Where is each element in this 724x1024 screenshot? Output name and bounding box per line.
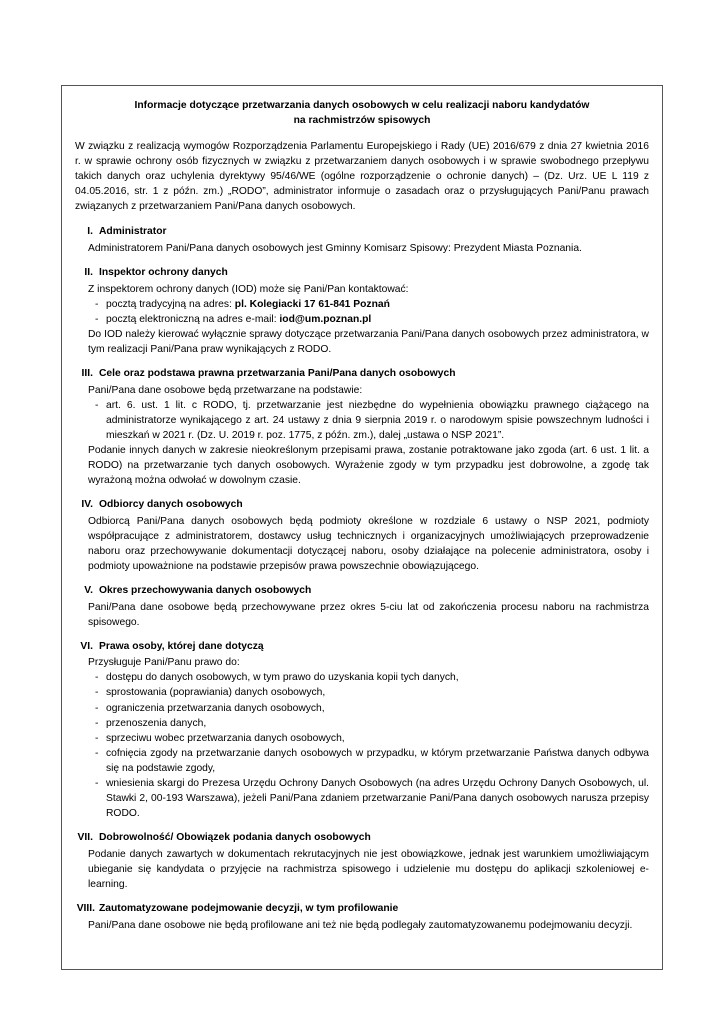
- section-number: I.: [87, 226, 93, 238]
- list-item: [95, 398, 649, 443]
- list-item-label: pocztą tradycyjną na adres:: [106, 298, 235, 310]
- list-item: [95, 701, 649, 716]
- section-title: Administrator: [99, 226, 167, 238]
- dash-bullet-icon: -: [95, 702, 99, 714]
- dash-bullet-icon: -: [95, 298, 99, 310]
- list-item-label: pocztą elektroniczną na adres e-mail:: [106, 313, 280, 325]
- dash-bullet-icon: -: [95, 747, 99, 759]
- section-number: VI.: [80, 640, 93, 652]
- section-number: IV.: [81, 499, 93, 511]
- dash-bullet-icon: -: [95, 313, 99, 325]
- contact-list: [95, 297, 649, 327]
- paragraph: Pani/Pana dane osobowe nie będą profilowane ani też nie będą podlegały zautomatyzowanemu podejmowaniu decyzji.: [88, 919, 633, 931]
- page-title: [93, 99, 631, 128]
- section-administrator: [75, 225, 649, 256]
- paragraph: Odbiorcą Pani/Pana danych osobowych będą podmioty określone w rozdziale 6 ustawy o NSP 2021, podmioty współpracujące z administratorem, dostawcy usług technicznych i organizacyjnych umożliwiających przeprowadzenie naboru oraz przechowywanie dokumentacji dotyczącej naboru, osoby działające na polecenie administratora, osoby i podmioty upoważnione na podstawie przepisów prawa powszechnie obowiązującego.: [88, 515, 649, 572]
- dash-bullet-icon: -: [95, 732, 99, 744]
- section-content: [88, 918, 649, 933]
- list-item-label: cofnięcia zgody na przetwarzanie danych osobowych w przypadku, w którym przetwarzanie Państwa danych odbywa się na podstawie zgody,: [106, 747, 649, 774]
- section-content: [88, 514, 649, 574]
- section-heading: [75, 902, 649, 917]
- list-item: [95, 716, 649, 731]
- list-item: [95, 776, 649, 821]
- section-title: Zautomatyzowane podejmowanie decyzji, w tym profilowanie: [99, 903, 399, 915]
- postal-address: pl. Kolegiacki 17 61-841 Poznań: [234, 298, 390, 310]
- list-item-label: ograniczenia przetwarzania danych osobowych,: [106, 702, 325, 714]
- section-title: Dobrowolność/ Obowiązek podania danych osobowych: [99, 832, 371, 844]
- section-heading: [75, 831, 649, 846]
- section-content: [88, 241, 649, 256]
- list-item: [95, 297, 649, 312]
- list-item-label: wniesienia skargi do Prezesa Urzędu Ochrony Danych Osobowych (na adres Urzędu Ochrony Danych Osobowych, ul. Stawki 2, 00-193 Warszawa), jeżeli Pani/Pana zdaniem przetwarzanie Pani/Pana danych osobowych narusza przepisy RODO.: [106, 778, 649, 820]
- paragraph: Podanie danych zawartych w dokumentach rekrutacyjnych nie jest obowiązkowe, jednak jest warunkiem umożliwiającym ubieganie się kandydata o przyjęcie na rachmistrza spisowego i udzielenie mu dostępu do aplikacji szkoleniowej e-learning.: [88, 848, 649, 890]
- document-page: [61, 85, 663, 970]
- paragraph: Z inspektorem ochrony danych (IOD) może się Pani/Pan kontaktować:: [88, 283, 409, 295]
- dash-bullet-icon: -: [95, 778, 99, 789]
- paragraph: Do IOD należy kierować wyłącznie sprawy dotyczące przetwarzania Pani/Pana danych osobowych przez administratora, w tym realizacji Pani/Pana praw wynikających z RODO.: [88, 328, 649, 355]
- section-heading: [75, 367, 649, 382]
- rights-list: [95, 670, 649, 821]
- dash-bullet-icon: -: [95, 399, 99, 411]
- list-item-label: przenoszenia danych,: [106, 717, 207, 729]
- paragraph: Pani/Pana dane osobowe będą przechowywane przez okres 5-ciu lat od zakończenia procesu naboru na rachmistrza spisowego.: [88, 601, 649, 628]
- section-title: Okres przechowywania danych osobowych: [99, 585, 312, 597]
- dash-bullet-icon: -: [95, 717, 99, 729]
- section-content: [88, 383, 649, 489]
- list-item: [95, 685, 649, 700]
- section-cele-i-podstawa-prawna: [75, 367, 649, 488]
- list-item-label: sprzeciwu wobec przetwarzania danych osobowych,: [106, 732, 345, 744]
- section-okres-przechowywania: [75, 584, 649, 630]
- list-item-label: dostępu do danych osobowych, w tym prawo do uzyskania kopii tych danych,: [106, 672, 459, 684]
- section-inspektor-ochrony-danych: [75, 266, 649, 357]
- section-number: VIII.: [76, 903, 95, 915]
- section-prawa-osoby: [75, 640, 649, 822]
- section-title: Prawa osoby, której dane dotyczą: [99, 640, 264, 652]
- section-content: [88, 847, 649, 892]
- paragraph: Podanie innych danych w zakresie nieokreślonym przepisami prawa, zostanie potraktowane jako zgoda (art. 6 ust. 1 lit. a RODO) na przetwarzanie tych danych osobowych. Wyrażenie zgody w tym przypadku jest dobrowolne, a zgodę tak wyrażoną można odwołać w dowolnym czasie.: [88, 444, 649, 487]
- section-number: V.: [84, 585, 93, 597]
- dash-bullet-icon: -: [95, 672, 99, 684]
- intro-paragraph: W związku z realizacją wymogów Rozporządzenia Parlamentu Europejskiego i Rady (UE) 2016/679 z dnia 27 kwietnia 2016 r. w sprawie ochrony osób fizycznych w związku z przetwarzaniem danych osobowych i w sprawie swobodnego przepływu takich danych oraz uchylenia dyrektywy 95/46/WE (ogólne rozporządzenie o ochronie danych) – (Dz. Urz. UE L 119 z 04.05.2016, str. 1 z późn. zm.) „RODO”, administrator informuje o zasadach oraz o przysługujących Pani/Panu prawach związanych z przetwarzaniem Pani/Pana danych osobowych.: [75, 141, 649, 213]
- section-number: II.: [84, 267, 93, 279]
- section-content: [88, 282, 649, 357]
- list-item: [95, 670, 649, 685]
- section-title: Inspektor ochrony danych: [99, 267, 228, 279]
- paragraph: Pani/Pana dane osobowe będą przetwarzane na podstawie:: [88, 384, 363, 396]
- section-odbiorcy-danych: [75, 498, 649, 574]
- list-item-label: sprostowania (poprawiania) danych osobowych,: [106, 687, 326, 699]
- dash-bullet-icon: -: [95, 687, 99, 699]
- section-heading: [75, 266, 649, 281]
- list-item: [95, 731, 649, 746]
- section-title: Cele oraz podstawa prawna przetwarzania Pani/Pana danych osobowych: [99, 368, 456, 380]
- page-title-line-2: na rachmistrzów spisowych: [293, 114, 431, 126]
- page-title-line-1: Informacje dotyczące przetwarzania danych osobowych w celu realizacji naboru kandydatów: [134, 100, 590, 111]
- section-dobrowolnosc-obowiazek: [75, 831, 649, 892]
- section-number: III.: [81, 368, 93, 380]
- section-content: [88, 600, 649, 630]
- section-heading: [75, 584, 649, 599]
- list-item-label: art. 6. ust. 1 lit. c RODO, tj. przetwarzanie jest niezbędne do wypełnienia obowiązku prawnego ciążącego na administratorze wynikającego z art. 24 ustawy z dnia 9 sierpnia 2019 r. o narodowym spisie powszechnym ludności i mieszkań w 2021 r. (Dz. U. 2019 r. poz. 1775, z późn. zm.), dalej „ustawa o NSP 2021”.: [106, 399, 649, 441]
- paragraph: Przysługuje Pani/Panu prawo do:: [88, 657, 240, 669]
- section-number: VII.: [77, 832, 93, 844]
- section-heading: [75, 498, 649, 513]
- list-item: [95, 746, 649, 776]
- section-content: [88, 655, 649, 821]
- section-heading: [75, 225, 649, 240]
- legal-basis-list: [95, 398, 649, 443]
- section-title: Odbiorcy danych osobowych: [99, 499, 243, 511]
- list-item: [95, 312, 649, 327]
- email-address: iod@um.poznan.pl: [279, 313, 372, 325]
- paragraph: Administratorem Pani/Pana danych osobowych jest Gminny Komisarz Spisowy: Prezydent Miasta Poznania.: [88, 242, 582, 254]
- document-body: [62, 86, 662, 943]
- section-zautomatyzowane-podejmowanie-decyzji: [75, 902, 649, 933]
- section-heading: [75, 640, 649, 655]
